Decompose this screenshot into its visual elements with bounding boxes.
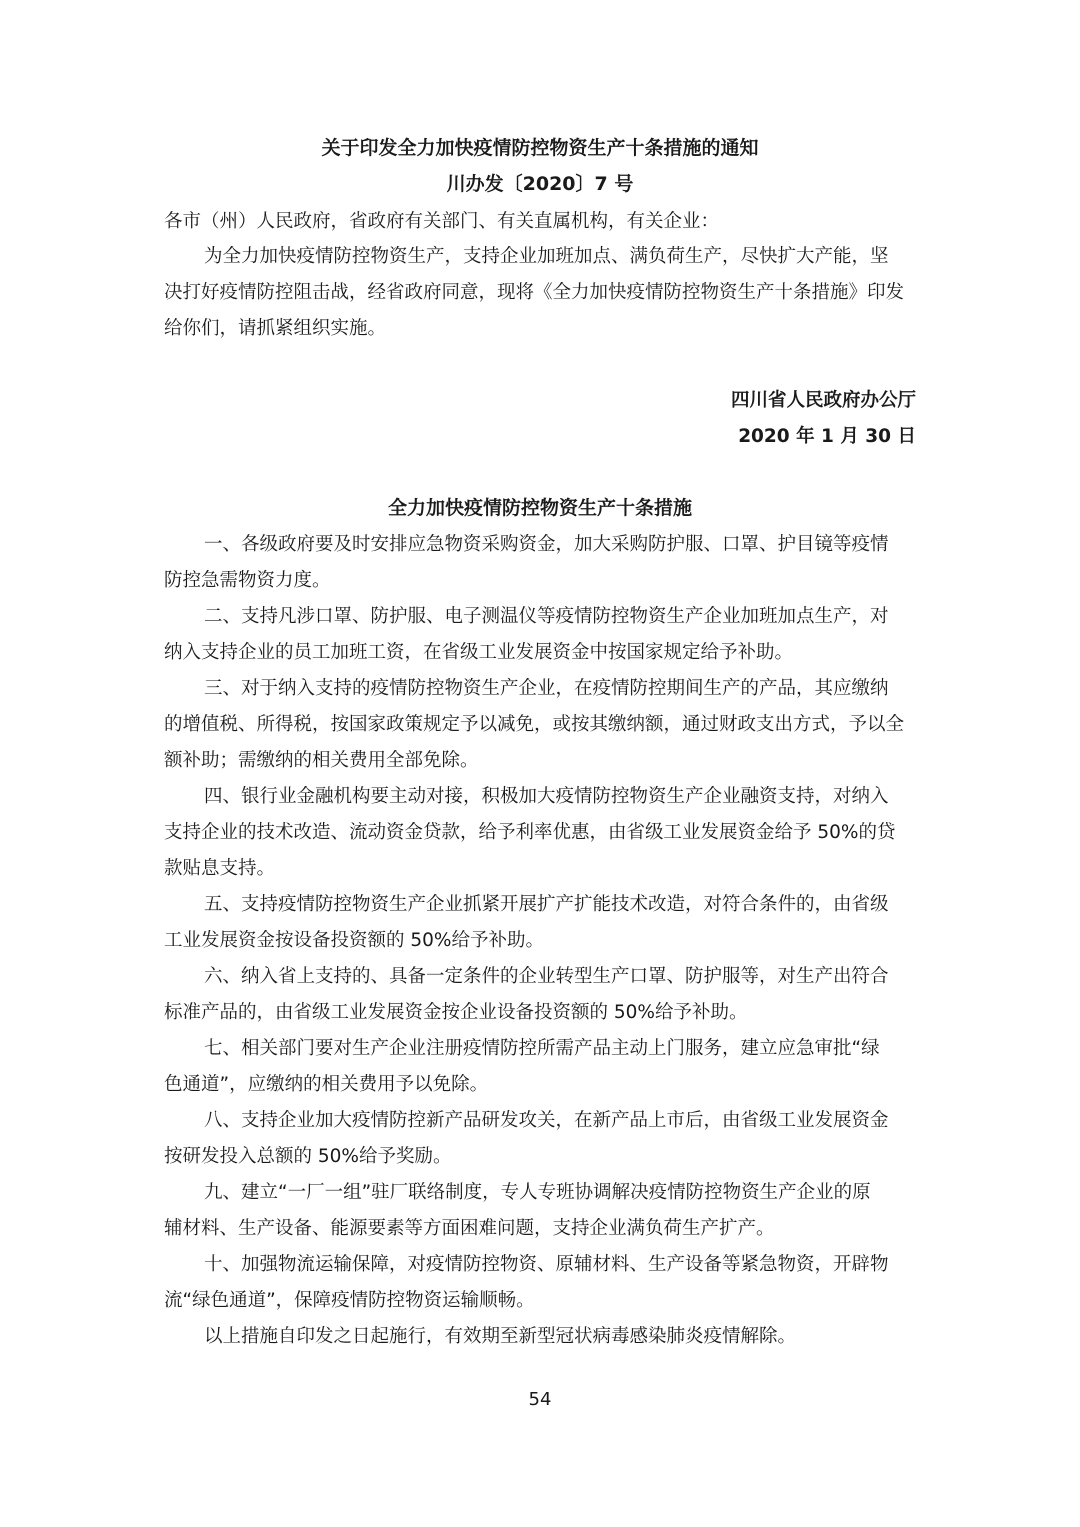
measure-line: 一、各级政府要及时安排应急物资采购资金，加大采购防护服、口罩、护目镜等疫情 (204, 534, 889, 555)
measure-line: 四、银行业金融机构要主动对接，积极加大疫情防控物资生产企业融资支持，对纳入 (204, 786, 889, 807)
measure-line: 二、支持凡涉口罩、防护服、电子测温仪等疫情防控物资生产企业加班加点生产，对 (204, 606, 889, 627)
issue-date: 2020 年 1 月 30 日 (738, 426, 916, 447)
measure-line: 按研发投入总额的 50%给予奖励。 (164, 1146, 452, 1167)
measure-line: 三、对于纳入支持的疫情防控物资生产企业，在疫情防控期间生产的产品，其应缴纳 (204, 678, 889, 699)
measure-line: 五、支持疫情防控物资生产企业抓紧开展扩产扩能技术改造，对符合条件的，由省级 (204, 894, 889, 915)
measure-line: 十、加强物流运输保障，对疫情防控物资、原辅材料、生产设备等紧急物资，开辟物 (204, 1254, 889, 1275)
measure-line: 额补助；需缴纳的相关费用全部免除。 (164, 750, 479, 771)
measure-line: 款贴息支持。 (164, 858, 276, 879)
notice-body-line: 给你们，请抓紧组织实施。 (164, 318, 387, 339)
measure-line: 工业发展资金按设备投资额的 50%给予补助。 (164, 930, 545, 951)
measures-title: 全力加快疫情防控物资生产十条措施 (387, 497, 692, 519)
measure-line: 流“绿色通道”，保障疫情防控物资运输顺畅。 (164, 1290, 535, 1311)
measure-line: 标准产品的，由省级工业发展资金按企业设备投资额的 50%给予补助。 (164, 1002, 748, 1023)
notice-body-line: 为全力加快疫情防控物资生产，支持企业加班加点、满负荷生产，尽快扩大产能，坚 (204, 246, 889, 267)
measure-line: 六、纳入省上支持的、具备一定条件的企业转型生产口罩、防护服等，对生产出符合 (204, 966, 889, 987)
measure-line: 以上措施自印发之日起施行，有效期至新型冠状病毒感染肺炎疫情解除。 (204, 1326, 797, 1347)
measure-line: 七、相关部门要对生产企业注册疫情防控所需产品主动上门服务，建立应急审批“绿 (204, 1038, 880, 1059)
measure-line: 色通道”，应缴纳的相关费用予以免除。 (164, 1074, 489, 1095)
measure-line: 防控急需物资力度。 (164, 570, 331, 591)
doc-number: 川办发〔2020〕7 号 (446, 173, 634, 195)
notice-body-line: 决打好疫情防控阻击战，经省政府同意，现将《全力加快疫情防控物资生产十条措施》印发 (164, 282, 905, 303)
measure-line: 八、支持企业加大疫情防控新产品研发攻关，在新产品上市后，由省级工业发展资金 (204, 1110, 889, 1131)
salutation: 各市（州）人民政府，省政府有关部门、有关直属机构，有关企业： (164, 211, 720, 232)
measure-line: 九、建立“一厂一组”驻厂联络制度，专人专班协调解决疫情防控物资生产企业的原 (204, 1182, 871, 1203)
measure-line: 的增值税、所得税，按国家政策规定予以减免，或按其缴纳额，通过财政支出方式，予以全 (164, 714, 905, 735)
page-number: 54 (528, 1389, 552, 1410)
measure-line: 纳入支持企业的员工加班工资，在省级工业发展资金中按国家规定给予补助。 (164, 642, 794, 663)
measure-line: 辅材料、生产设备、能源要素等方面困难问题，支持企业满负荷生产扩产。 (164, 1218, 775, 1239)
notice-title: 关于印发全力加快疫情防控物资生产十条措施的通知 (321, 137, 759, 159)
measure-line: 支持企业的技术改造、流动资金贷款，给予利率优惠，由省级工业发展资金给予 50%的贷 (164, 822, 896, 843)
issuer: 四川省人民政府办公厅 (730, 390, 916, 411)
